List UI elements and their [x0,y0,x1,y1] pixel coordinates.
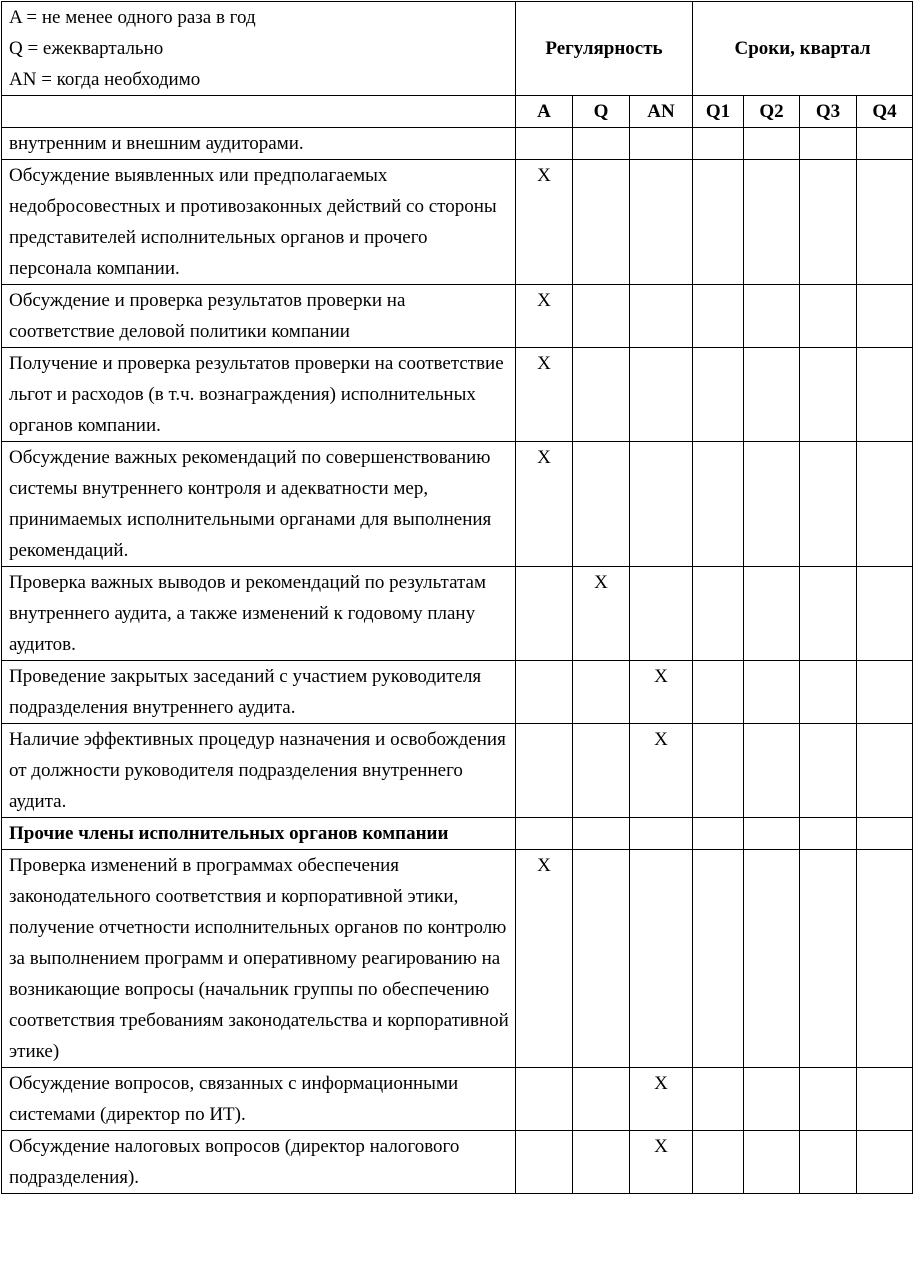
mark-cell-q2 [744,661,800,724]
mark-cell-q3 [800,1131,857,1194]
mark-cell-q4 [857,818,913,850]
col-header-q1: Q1 [693,96,744,128]
mark-cell-q4 [857,160,913,285]
mark-cell-an: X [630,1068,693,1131]
mark-cell-q4 [857,128,913,160]
regularity-header: Регулярность [516,2,693,96]
table-row [2,661,913,724]
mark-cell-q2 [744,724,800,818]
mark-cell-a: X [516,442,573,567]
mark-cell-a [516,818,573,850]
mark-cell-a [516,1068,573,1131]
mark-cell-q3 [800,160,857,285]
mark-cell-q1 [693,128,744,160]
mark-cell-q: X [573,567,630,661]
row-description: внутренним и внешним аудиторами. [2,128,516,160]
mark-cell-q [573,285,630,348]
row-description: Проверка важных выводов и рекомендаций по результатам внутреннего аудита, а также изменений к годовому плану аудитов. [2,567,516,661]
mark-cell-q4 [857,285,913,348]
row-description: Обсуждение налоговых вопросов (директор налогового подразделения). [2,1131,516,1194]
mark-cell-q4 [857,567,913,661]
audit-schedule-table [1,1,913,1194]
mark-cell-an [630,818,693,850]
mark-cell-q3 [800,1068,857,1131]
mark-cell-q1 [693,818,744,850]
table-row [2,348,913,442]
legend-as-needed: AN = когда необходимо [9,69,201,90]
table-row [2,1131,913,1194]
mark-cell-q1 [693,1131,744,1194]
table-row [2,724,913,818]
mark-cell-q4 [857,442,913,567]
mark-cell-q4 [857,661,913,724]
col-header-q: Q [573,96,630,128]
col-header-a: A [516,96,573,128]
mark-cell-q [573,442,630,567]
mark-cell-q [573,160,630,285]
mark-cell-q2 [744,348,800,442]
row-description: Проведение закрытых заседаний с участием руководителя подразделения внутреннего аудита. [2,661,516,724]
mark-cell-a [516,724,573,818]
row-description: Проверка изменений в программах обеспечения законодательного соответствия и корпоративной этики, получение отчетности исполнительных органов по контролю за выполнением программ и оперативному реагированию на возникающие вопросы (начальник группы по обеспечению соответствия требованиям законодательства и корпоративной этике) [2,850,516,1068]
mark-cell-an: X [630,661,693,724]
subheader-row [2,96,913,128]
mark-cell-an [630,160,693,285]
mark-cell-a [516,661,573,724]
mark-cell-a [516,128,573,160]
mark-cell-q1 [693,724,744,818]
table-row [2,160,913,285]
table-row [2,285,913,348]
col-header-q4: Q4 [857,96,913,128]
mark-cell-a [516,567,573,661]
mark-cell-an: X [630,724,693,818]
mark-cell-q4 [857,850,913,1068]
table-row [2,850,913,1068]
mark-cell-q [573,661,630,724]
mark-cell-q1 [693,567,744,661]
mark-cell-an [630,850,693,1068]
row-description: Обсуждение важных рекомендаций по совершенствованию системы внутреннего контроля и адекватности мер, принимаемых исполнительными органами для выполнения рекомендаций. [2,442,516,567]
mark-cell-an [630,348,693,442]
legend-annual: A = не менее одного раза в год [9,7,256,28]
mark-cell-q1 [693,850,744,1068]
mark-cell-q [573,850,630,1068]
table-row [2,128,913,160]
mark-cell-q2 [744,442,800,567]
mark-cell-q4 [857,1131,913,1194]
mark-cell-a: X [516,348,573,442]
legend-cell [2,2,516,96]
mark-cell-q2 [744,567,800,661]
table-row [2,442,913,567]
row-description: Получение и проверка результатов проверки на соответствие льгот и расходов (в т.ч. вознаграждения) исполнительных органов компании. [2,348,516,442]
section-heading: Прочие члены исполнительных органов компании [2,818,516,850]
mark-cell-q3 [800,850,857,1068]
mark-cell-q2 [744,128,800,160]
table-row [2,1068,913,1131]
mark-cell-q1 [693,661,744,724]
mark-cell-q1 [693,442,744,567]
col-header-q3: Q3 [800,96,857,128]
mark-cell-q3 [800,348,857,442]
mark-cell-an [630,285,693,348]
mark-cell-q3 [800,442,857,567]
mark-cell-q4 [857,348,913,442]
mark-cell-q2 [744,285,800,348]
mark-cell-q4 [857,1068,913,1131]
mark-cell-q3 [800,285,857,348]
legend-quarterly: Q = ежеквартально [9,38,164,59]
col-header-an: AN [630,96,693,128]
row-description: Наличие эффективных процедур назначения и освобождения от должности руководителя подразделения внутреннего аудита. [2,724,516,818]
mark-cell-an [630,567,693,661]
table-body [2,128,913,1194]
mark-cell-a: X [516,160,573,285]
subheader-empty-cell [2,96,516,128]
mark-cell-q3 [800,128,857,160]
mark-cell-an [630,442,693,567]
mark-cell-q [573,348,630,442]
mark-cell-q [573,1068,630,1131]
mark-cell-a: X [516,850,573,1068]
mark-cell-q [573,724,630,818]
mark-cell-q3 [800,661,857,724]
row-description: Обсуждение и проверка результатов проверки на соответствие деловой политики компании [2,285,516,348]
mark-cell-q3 [800,567,857,661]
mark-cell-q2 [744,160,800,285]
header-row [2,2,913,96]
mark-cell-q2 [744,850,800,1068]
mark-cell-q1 [693,1068,744,1131]
row-description: Обсуждение вопросов, связанных с информационными системами (директор по ИТ). [2,1068,516,1131]
row-description: Обсуждение выявленных или предполагаемых недобросовестных и противозаконных действий со стороны представителей исполнительных органов и прочего персонала компании. [2,160,516,285]
mark-cell-q1 [693,348,744,442]
mark-cell-q [573,818,630,850]
mark-cell-q3 [800,724,857,818]
mark-cell-an: X [630,1131,693,1194]
deadlines-header: Сроки, квартал [693,2,913,96]
table-row [2,567,913,661]
mark-cell-q [573,128,630,160]
mark-cell-q1 [693,160,744,285]
mark-cell-q4 [857,724,913,818]
mark-cell-a: X [516,285,573,348]
mark-cell-q [573,1131,630,1194]
mark-cell-q2 [744,1131,800,1194]
mark-cell-an [630,128,693,160]
mark-cell-q1 [693,285,744,348]
table-row [2,818,913,850]
mark-cell-q2 [744,818,800,850]
col-header-q2: Q2 [744,96,800,128]
mark-cell-a [516,1131,573,1194]
mark-cell-q3 [800,818,857,850]
mark-cell-q2 [744,1068,800,1131]
